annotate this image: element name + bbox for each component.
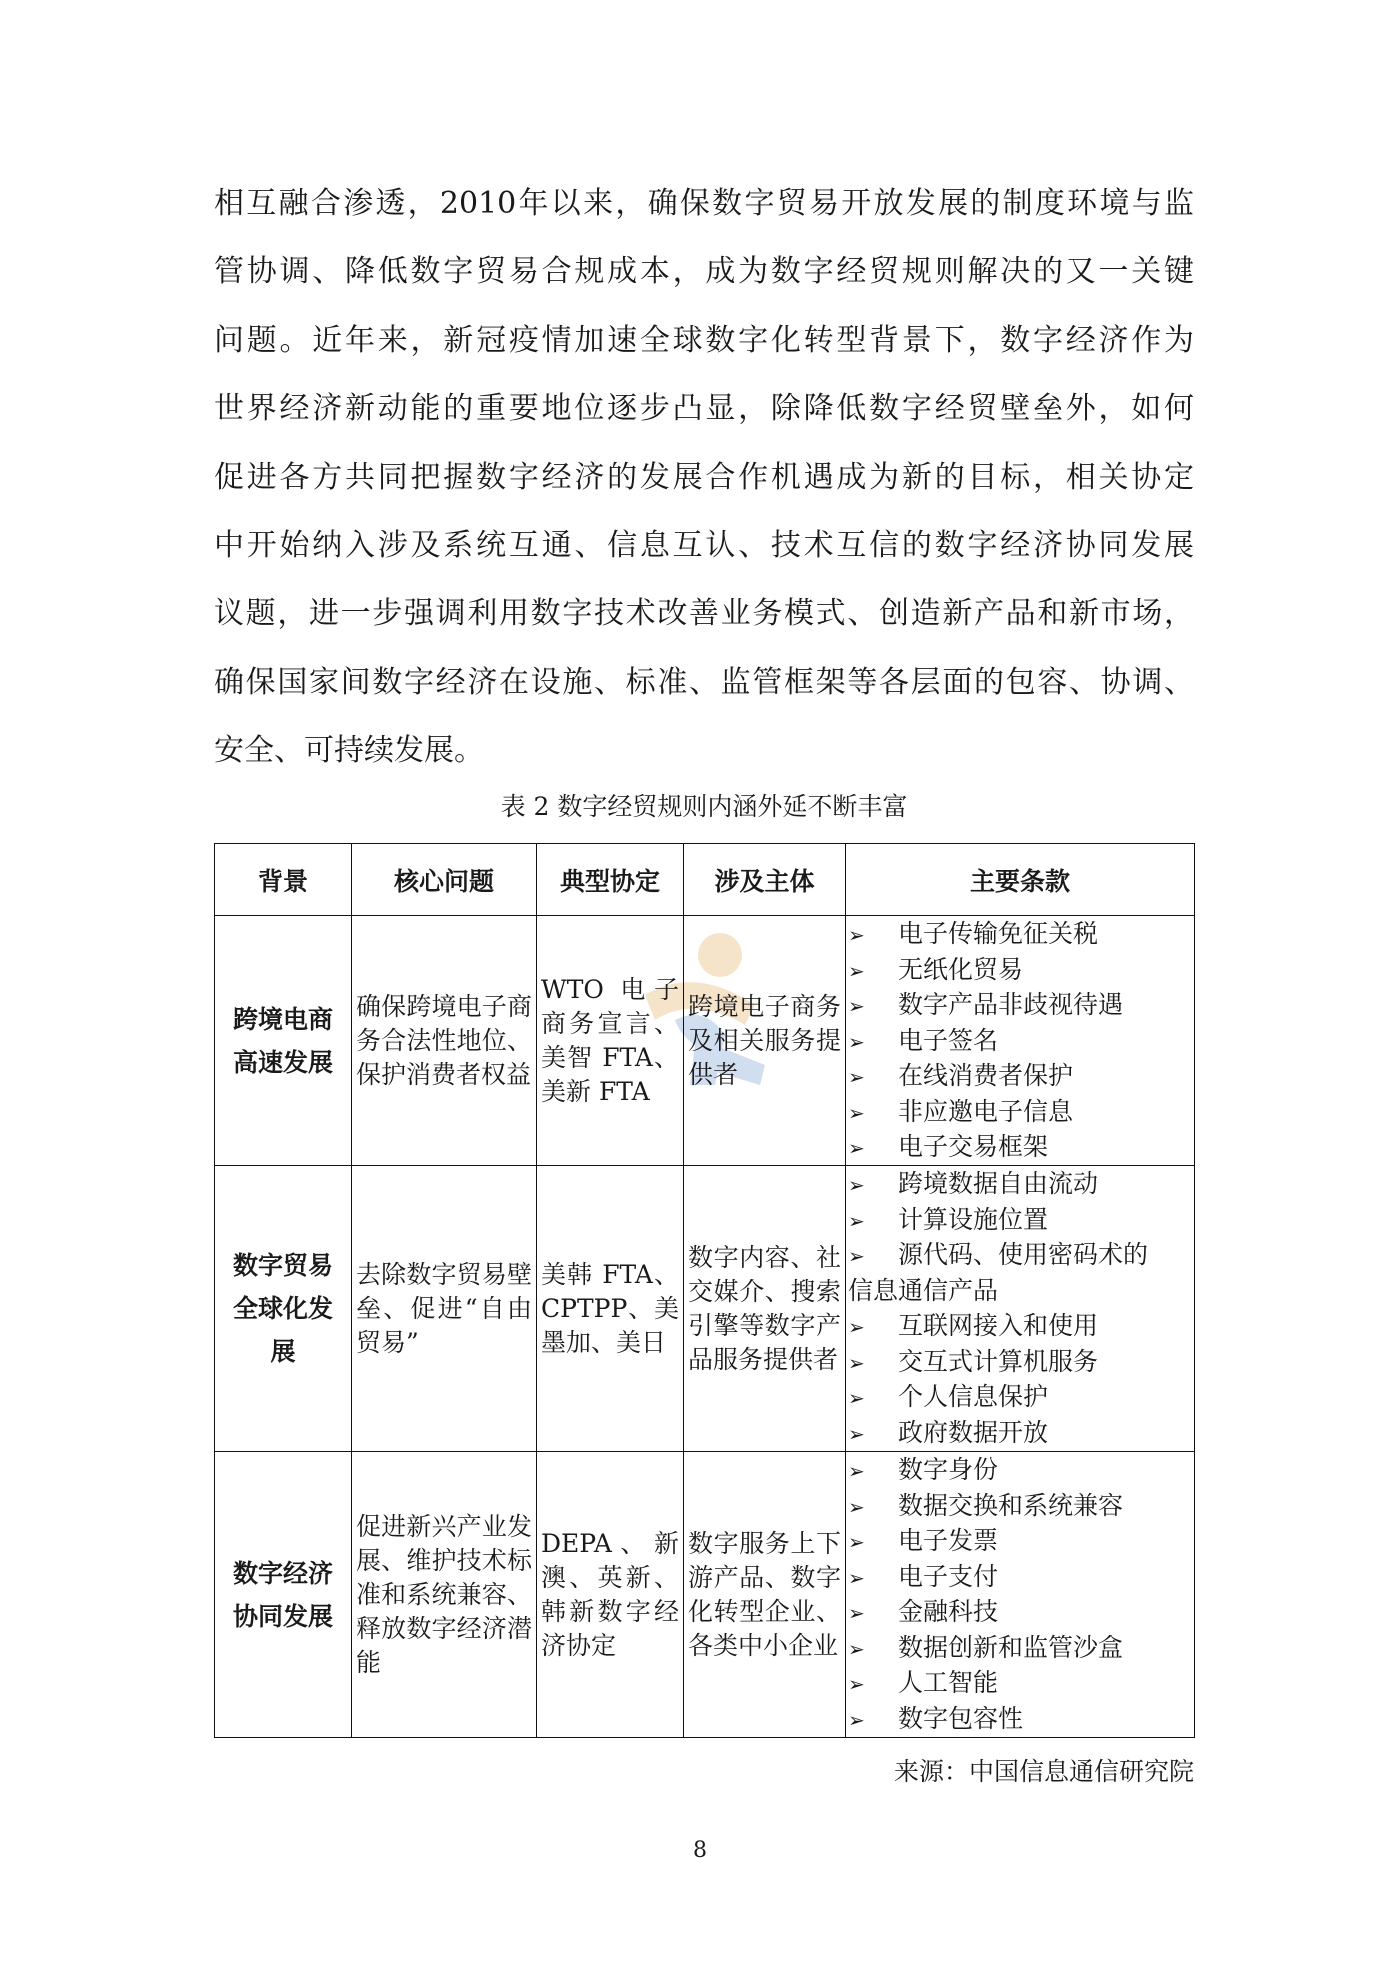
clause-item: ➢ 人工智能 [848,1665,1192,1701]
clause-item: ➢ 电子交易框架 [848,1129,1192,1165]
agreement-cell: DEPA、新澳、英新、韩新数字经济协定 [537,1452,684,1738]
arrow-bullet-icon: ➢ [848,1386,865,1410]
core-issue-cell: 确保跨境电子商务合法性地位、保护消费者权益 [352,916,537,1166]
arrow-bullet-icon: ➢ [848,1707,865,1732]
clause-item: ➢ 无纸化贸易 [848,952,1192,988]
arrow-bullet-icon: ➢ [848,1565,865,1590]
arrow-bullet-icon: ➢ [848,1029,865,1054]
clause-item: ➢ 电子签名 [848,1023,1192,1059]
table-header-row [215,844,1195,916]
paragraph-line: 确保国家间数字经济在设施、标准、监管框架等各层面的包容、协调、 [214,664,1194,700]
paragraph-line: 管协调、降低数字贸易合规成本，成为数字经贸规则解决的又一关键 [214,254,1194,290]
arrow-bullet-icon: ➢ [848,1315,865,1339]
clause-item: ➢ 个人信息保护 [848,1379,1192,1415]
arrow-bullet-icon: ➢ [848,1100,865,1125]
arrow-bullet-icon: ➢ [848,1065,865,1089]
arrow-bullet-icon: ➢ [848,1672,865,1696]
clause-item: ➢ 数据创新和监管沙盒 [848,1630,1192,1666]
clause-item: ➢ 电子支付 [848,1559,1192,1595]
arrow-bullet-icon: ➢ [848,1421,865,1446]
arrow-bullet-icon: ➢ [848,958,865,983]
header-clauses: 主要条款 [846,844,1195,916]
background-cell: 数字经济协同发展 [215,1452,352,1738]
table-row [215,1166,1195,1452]
rules-table [214,843,1195,1738]
arrow-bullet-icon: ➢ [848,1636,865,1661]
paragraph-line: 问题。近年来，新冠疫情加速全球数字化转型背景下，数字经济作为 [214,322,1194,358]
table-caption: 表 2 数字经贸规则内涵外延不断丰富 [500,792,908,821]
clause-item: ➢ 非应邀电子信息 [848,1094,1192,1130]
header-core-issue: 核心问题 [352,844,537,916]
arrow-bullet-icon: ➢ [848,1208,865,1233]
clause-item: ➢ 源代码、使用密码术的 [848,1237,1192,1273]
core-issue-cell: 去除数字贸易壁垒、促进“自由贸易” [352,1166,537,1452]
subject-cell: 跨境电子商务及相关服务提供者 [684,916,846,1166]
arrow-bullet-icon: ➢ [848,1530,865,1554]
paragraph-line: 中开始纳入涉及系统互通、信息互认、技术互信的数字经济协同发展 [214,527,1194,563]
clause-item: ➢ 电子传输免征关税 [848,916,1192,952]
table-row [215,1452,1195,1738]
subject-cell: 数字内容、社交媒介、搜索引擎等数字产品服务提供者 [684,1166,846,1452]
clause-item: ➢ 数字产品非歧视待遇 [848,987,1192,1023]
header-background: 背景 [215,844,352,916]
subject-cell: 数字服务上下游产品、数字化转型企业、各类中小企业 [684,1452,846,1738]
arrow-bullet-icon: ➢ [848,994,865,1018]
paragraph-line: 世界经济新动能的重要地位逐步凸显，除降低数字经贸壁垒外，如何 [214,391,1194,427]
paragraph-line: 促进各方共同把握数字经济的发展合作机遇成为新的目标，相关协定 [214,459,1194,495]
clause-item: ➢ 在线消费者保护 [848,1058,1192,1094]
paragraph-line: 相互融合渗透，2010年以来，确保数字贸易开放发展的制度环境与监 [214,186,1194,221]
paragraph-line: 议题，进一步强调利用数字技术改善业务模式、创造新产品和新市场， [214,596,1194,632]
clause-item: ➢ 互联网接入和使用 [848,1308,1192,1344]
clauses-cell [846,916,1195,1166]
background-cell: 数字贸易全球化发展 [215,1166,352,1452]
clause-item: ➢ 电子发票 [848,1523,1192,1559]
paragraph-line: 安全、可持续发展。 [214,733,484,769]
clause-item: ➢ 数字包容性 [848,1701,1192,1737]
clause-item: ➢ 交互式计算机服务 [848,1344,1192,1380]
clauses-cell [846,1166,1195,1452]
agreement-cell: 美韩 FTA、CPTPP、美墨加、美日 [537,1166,684,1452]
clause-item: ➢ 计算设施位置 [848,1202,1192,1238]
body-paragraph [214,170,1194,786]
agreement-cell: WTO 电子商务宣言、美智 FTA、美新 FTA [537,916,684,1166]
arrow-bullet-icon: ➢ [848,1173,865,1197]
clause-item-continuation: 信息通信产品 [848,1275,999,1305]
clause-item: ➢ 数字身份 [848,1452,1192,1488]
table-row [215,916,1195,1166]
header-subject: 涉及主体 [684,844,846,916]
arrow-bullet-icon: ➢ [848,1601,865,1625]
arrow-bullet-icon: ➢ [848,1350,865,1375]
header-agreement: 典型协定 [537,844,684,916]
page-number: 8 [693,1838,707,1863]
arrow-bullet-icon: ➢ [848,1136,865,1160]
clauses-cell [846,1452,1195,1738]
core-issue-cell: 促进新兴产业发展、维护技术标准和系统兼容、释放数字经济潜能 [352,1452,537,1738]
clause-item: ➢ 数据交换和系统兼容 [848,1488,1192,1524]
arrow-bullet-icon: ➢ [848,1459,865,1483]
arrow-bullet-icon: ➢ [848,1244,865,1268]
background-cell: 跨境电商高速发展 [215,916,352,1166]
source-note: 来源：中国信息通信研究院 [893,1757,1194,1786]
arrow-bullet-icon: ➢ [848,1494,865,1519]
clause-item: ➢ 金融科技 [848,1594,1192,1630]
arrow-bullet-icon: ➢ [848,923,865,947]
clause-item: ➢ 政府数据开放 [848,1415,1192,1451]
clause-item: ➢ 跨境数据自由流动 [848,1166,1192,1202]
